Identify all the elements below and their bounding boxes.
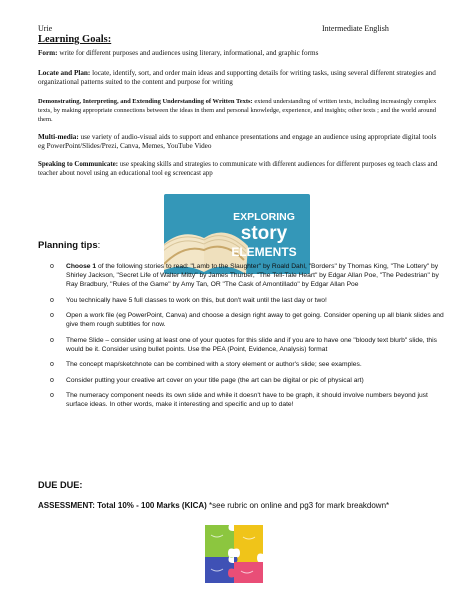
assessment-line [38,501,389,510]
course-name: Intermediate English [322,24,389,33]
tip-text: The numeracy component needs its own slide and while it doesn't have to be graph, it should involve numbers beyond just surface ideas. In other words, make it interesting and specific and up to date! [66,392,428,409]
goal-label: Locate and Plan: [38,69,91,77]
bullet-icon: o [50,392,54,400]
list-item [50,311,446,329]
goal-label: Form: [38,49,58,57]
goal-text: use variety of audio-visual aids to support and enhance presentations and engage an audience using appropriate digital tools eg PowerPoint/Slides/Prezi, Canva, Memes, YouTube Video [38,133,437,151]
goal-text: extend understanding of written texts, including increasingly complex texts, by making appropriate connections between the ideas in them and personal knowledge, experience, and insights; other texts ; and the world around them. [38,98,437,123]
goal-speaking [38,160,444,179]
banner-line2: story [240,223,288,244]
bullet-icon: o [50,296,54,304]
list-item [50,391,446,409]
planning-tips-label: Planning tips [38,240,98,251]
tip-text: Theme Slide – consider using at least one of your quotes for this slide and if you are to have one "bloody text blurb" slide, this would be it. Consider using bullet points. Use the PEA (Point, Evidence, Analysis) format [66,336,437,353]
bullet-icon: o [50,336,54,344]
tip-text: Consider putting your creative art cover on your title page (the art can be digital or pic of physical art) [66,376,364,384]
learning-goals-title: Learning Goals: [38,34,112,45]
tip-text: Open a work file (eg PowerPoint, Canva) and choose a design right away to get going. Consider opening up all blank slides and give them rough subtitles for now. [66,312,444,329]
tip-text: You technically have 5 full classes to work on this, but don't wait until the last day or two! [66,296,327,304]
assessment-note: *see rubric on online and pg3 for mark breakdown* [206,501,390,510]
list-item [50,376,446,385]
planning-tips-list [50,262,446,416]
planning-tips-colon: : [97,240,101,251]
due-date-label: DUE DUE: [38,480,83,490]
list-item [50,336,446,354]
tip-bold: Choose 1 [66,263,97,270]
list-item [50,262,446,290]
goal-form [38,49,444,58]
bullet-icon: o [50,263,54,270]
goal-text: write for different purposes and audiences using literary, informational, and graphic forms [57,49,319,57]
bullet-icon: o [50,312,54,320]
assessment-label: ASSESSMENT: [38,501,95,510]
goal-label: Speaking to Communicate: [38,161,119,168]
tip-text: The concept map/sketchnote can be combined with a story element or author's slide; see examples. [66,361,362,369]
goal-demonstrating [38,98,444,124]
goal-text: use speaking skills and strategies to communicate with different audiences for different purposes eg teach class and teacher about novel using an educational tool eg screencast app [38,161,438,178]
student-name: Urie [38,24,53,33]
tip-text: of the following stories to read: "Lamb to the Slaughter" by Roald Dahl, "Borders" by Thomas King, "The Lottery" by Shirley Jackson, "Secret Life of Walter Mitty" by James Thurber, "The Tell-Tale Heart" by Edgar Allan Poe, "The Pedestrian" by Ray Bradbury, "Rules of the Game" by Amy Tan, OR "The Cask of Amontillado" by Edgar Allan Poe [66,263,439,289]
banner-line1: EXPLORING [233,211,295,223]
list-item [50,296,446,305]
bullet-icon: o [50,376,54,384]
goal-label: Demonstrating, Interpreting, and Extending Understanding of Written Texts: [38,98,253,105]
planning-tips-title [38,240,100,251]
goal-multimedia [38,133,444,152]
goal-label: Multi-media: [38,133,79,141]
assessment-total: Total 10% - 100 Marks (KICA) [94,501,207,510]
puzzle-pieces-image [201,521,267,587]
goal-text: locate, identify, sort, and order main ideas and supporting details for writing tasks, using several different strategies and organizational patterns suited to the content and purpose for writing [38,69,436,87]
list-item [50,360,446,369]
puzzle-icon [201,521,267,587]
banner-line3: ELEMENTS [231,245,297,259]
bullet-icon: o [50,361,54,369]
goal-locate-plan [38,69,444,88]
